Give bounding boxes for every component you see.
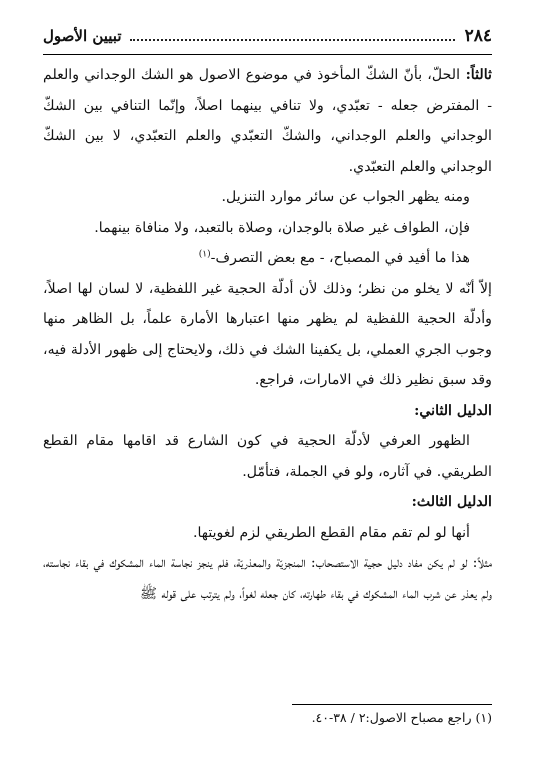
- footnote-ref[interactable]: (١): [198, 249, 211, 260]
- section-heading: الدليل الثاني:: [414, 402, 492, 419]
- paragraph: فإن، الطواف غير صلاة بالوجدان، وصلاة بالتعبد، ولا منافاة بينهما.: [94, 219, 470, 236]
- paragraph-text: الحلّ، بأنّ الشكّ المأخوذ في موضوع الاصول هو الشك الوجداني والعلم - المفترض جعله - تعبّدي، ولا تنافي بينهما اصلاً، وإنّما التنافي بين الشكّ الوجداني والعلم الوجداني، والشكّ التعبّدي والعلم التعبّدي، لا بين الشكّ الوجداني والعلم التعبّدي.: [43, 67, 492, 175]
- paragraph: ومنه يظهر الجواب عن سائر موارد التنزيل.: [221, 189, 470, 205]
- page-number: ٢٨٤: [464, 26, 492, 46]
- paragraph: إلاّ أنّه لا يخلو من نظر؛ وذلك لأن أدلّة الحجية غير اللفظية، لا لسان لها اصلاً، وأدلّة الحجية اللفظية لم يظهر منها اعتبارها الأمارة علماً، بل الظاهر منها وجوب الجري العملي، بل يكفينا الشك في ذلك، ولايحتاج إلى ظهور الأدلة فيه، وقد سبق نظير ذلك في الامارات، فراجع.: [43, 280, 492, 388]
- paragraph: [43, 60, 492, 182]
- section-heading: الدليل الثالث:: [411, 494, 492, 510]
- body-text: [43, 60, 492, 609]
- paragraph-text: هذا ما أفيد في المصباح، - مع بعض التصرف-: [210, 250, 470, 266]
- header-dots: [130, 39, 455, 41]
- paragraph-lead: ثالثاً:: [460, 67, 493, 83]
- paragraph: مثلاً: لو لم يكن مفاد دليل حجية الاستصحاب: المنجزيّة والمعذريّة، فلم ينجز نجاسة الماء المشكوك في بقاء نجاسته، ولم يعذر عن شرب الماء المشكوك في بقاء طهارته، كان جعله لغواً، ولم يترتب على قوله ﷺ: [43, 555, 492, 602]
- paragraph: [43, 243, 492, 274]
- header-title: تبيين الأصول: [43, 27, 122, 45]
- paragraph: الظهور العرفي لأدلّة الحجية في كون الشارع قد اقامها مقام القطع الطريقي. في آثاره، ولو في الجملة، فتأمّل.: [43, 433, 492, 480]
- paragraph: أنها لو لم تقم مقام القطع الطريقي لزم لغويتها.: [192, 524, 470, 541]
- header-rule: [43, 54, 492, 55]
- footnote: (١) راجع مصباح الاصول:٢ / ٣٨-٤٠.: [311, 710, 492, 725]
- footnote-rule: [292, 704, 492, 705]
- running-header: [43, 20, 492, 52]
